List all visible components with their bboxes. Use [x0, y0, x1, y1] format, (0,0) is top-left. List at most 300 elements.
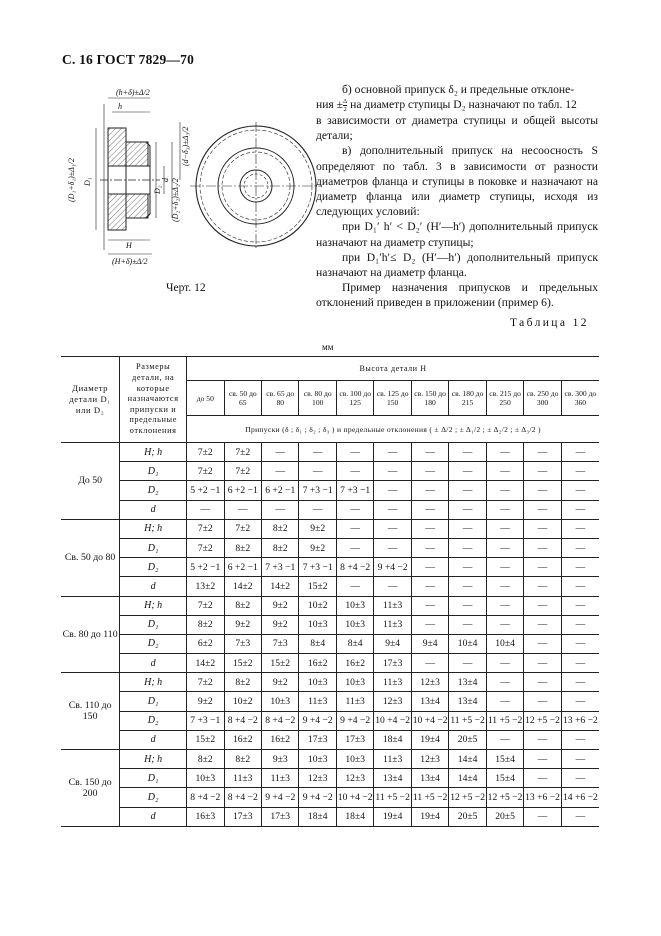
table-cell: 14±2 [187, 654, 224, 673]
table-cell: — [336, 443, 373, 462]
table-row [61, 634, 599, 653]
dimension-label: H; h [120, 443, 187, 462]
table-cell: 10±4 [449, 634, 486, 653]
table-cell: 10±3 [336, 750, 373, 769]
table-cell: — [262, 500, 299, 519]
table-cell: — [524, 692, 561, 711]
table-cell: 9±2 [262, 673, 299, 692]
table-cell: 8 +4 −2 [224, 788, 261, 807]
dimension-label: d [120, 654, 187, 673]
table-cell: 15±2 [262, 654, 299, 673]
table-cell: — [524, 750, 561, 769]
table-cell: 13±4 [449, 692, 486, 711]
table-cell: 13±4 [411, 692, 448, 711]
dimension-label: d [120, 500, 187, 519]
table-cell: — [336, 500, 373, 519]
table-cell: — [336, 462, 373, 481]
table-cell: — [411, 596, 448, 615]
table-cell: 10±3 [262, 692, 299, 711]
table-cell: 18±4 [374, 730, 411, 749]
table-cell: — [262, 443, 299, 462]
table-cell: 8 +4 −2 [187, 788, 224, 807]
table-cell: 10±2 [224, 692, 261, 711]
table-cell: 9±2 [299, 538, 336, 557]
table-row [61, 577, 599, 596]
table-cell: 10±3 [187, 769, 224, 788]
table-cell: 7±2 [187, 673, 224, 692]
table-cell: — [449, 481, 486, 500]
table-row [61, 807, 599, 826]
table-cell: 7±2 [187, 596, 224, 615]
table-cell: — [486, 654, 523, 673]
table-row [61, 596, 599, 615]
table-cell: 19±4 [411, 807, 448, 826]
technical-drawing [60, 82, 322, 304]
table-cell: — [449, 462, 486, 481]
table-cell: 7±2 [224, 462, 261, 481]
table-cell: 8±4 [336, 634, 373, 653]
table-cell: — [524, 481, 561, 500]
table-row [61, 769, 599, 788]
table-cell: 7 +3 −1 [299, 558, 336, 577]
table-cell: 11±3 [299, 692, 336, 711]
height-range-5: св. 125 до 150 [374, 381, 411, 416]
table-cell: — [524, 462, 561, 481]
diameter-range: Св. 80 до 110 [61, 596, 120, 673]
table-cell: 11 +5 −2 [486, 711, 523, 730]
table-cell: — [561, 673, 599, 692]
dimension-label: H; h [120, 750, 187, 769]
table-cell: 10±3 [299, 615, 336, 634]
table-cell: — [411, 500, 448, 519]
table-cell: 20±5 [486, 807, 523, 826]
table-cell: — [374, 538, 411, 557]
table-cell: 7 +3 −1 [262, 558, 299, 577]
table-cell: 7 +3 −1 [336, 481, 373, 500]
table-cell: — [224, 500, 261, 519]
dimension-label: D₂ [120, 634, 187, 653]
table-unit: мм [322, 342, 334, 352]
table-cell: — [486, 443, 523, 462]
table-cell: 20±5 [449, 807, 486, 826]
table-cell: 13±4 [449, 673, 486, 692]
height-range-2: св. 65 до 80 [262, 381, 299, 416]
table-cell: — [336, 577, 373, 596]
table-cell: — [561, 692, 599, 711]
table-cell: 9 +4 −2 [374, 558, 411, 577]
table-cell: 6 +2 −1 [224, 558, 261, 577]
table-cell: — [524, 577, 561, 596]
table-cell: 5 +2 −1 [187, 558, 224, 577]
table-cell: 12±3 [336, 769, 373, 788]
height-range-9: св. 250 до 300 [524, 381, 561, 416]
svg-text:(D₂+δ₂)±Δ₂/2: (D₂+δ₂)±Δ₂/2 [171, 178, 180, 222]
table-cell: — [486, 673, 523, 692]
condition-2: при D₁′h′≤ D₂ (H′—h′) дополнительный припуск назначают на диаметр фланца. [316, 250, 598, 280]
svg-text:D₁: D₁ [83, 177, 92, 186]
table-cell: 11±3 [224, 769, 261, 788]
svg-text:D₂: D₂ [153, 185, 162, 194]
svg-text:(D₁+δ₁)±Δ₁/2: (D₁+δ₁)±Δ₁/2 [67, 158, 76, 202]
table-cell: — [449, 615, 486, 634]
diameter-range: Св. 150 до 200 [61, 750, 120, 827]
table-cell: — [411, 577, 448, 596]
table-cell: 8±2 [224, 596, 261, 615]
table-cell: — [561, 615, 599, 634]
table-cell: — [524, 634, 561, 653]
dimension-label: H; h [120, 519, 187, 538]
table-cell: 7±2 [187, 443, 224, 462]
table-cell: 9±2 [262, 615, 299, 634]
table-cell: 11±3 [374, 673, 411, 692]
table-cell: — [524, 673, 561, 692]
table-cell: 14±4 [449, 750, 486, 769]
table-cell: 7 +3 −1 [187, 711, 224, 730]
height-range-0: до 50 [187, 381, 224, 416]
table-cell: 15±4 [486, 750, 523, 769]
table-cell: 15±2 [187, 730, 224, 749]
table-cell: — [561, 481, 599, 500]
table-cell: 9±4 [374, 634, 411, 653]
table-cell: — [524, 558, 561, 577]
table-cell: — [524, 654, 561, 673]
table-cell: 15±2 [299, 577, 336, 596]
table-cell: — [262, 462, 299, 481]
table-cell: 9±2 [299, 519, 336, 538]
table-row [61, 500, 599, 519]
table-cell: — [486, 481, 523, 500]
table-cell: — [561, 730, 599, 749]
table-cell: 9 +4 −2 [299, 788, 336, 807]
table-cell: 8±2 [224, 538, 261, 557]
table-cell: — [411, 481, 448, 500]
table-cell: 12±3 [299, 769, 336, 788]
table-row [61, 673, 599, 692]
table-cell: 7±2 [224, 519, 261, 538]
table-cell: — [524, 769, 561, 788]
dimension-label: D₂ [120, 481, 187, 500]
table-cell: — [449, 558, 486, 577]
example-note: Пример назначения припусков и предельных отклонений приведен в приложении (пример 6). [316, 281, 598, 310]
table-cell: 5 +2 −1 [187, 481, 224, 500]
table-cell: 8±4 [299, 634, 336, 653]
table-cell: 8±2 [224, 673, 261, 692]
table-cell: 13 +6 −2 [561, 711, 599, 730]
table-cell: 8±2 [262, 538, 299, 557]
table-cell: 7±2 [187, 519, 224, 538]
height-range-10: св. 300 до 360 [561, 381, 599, 416]
table-cell: — [561, 769, 599, 788]
table-cell: — [411, 538, 448, 557]
table-cell: 11±3 [374, 615, 411, 634]
table-cell: — [486, 577, 523, 596]
dimension-label: D₁ [120, 615, 187, 634]
table-cell: 12±3 [411, 673, 448, 692]
table-cell: — [449, 577, 486, 596]
table-cell: — [411, 462, 448, 481]
drawing-label-top: (h+δ)±Δ/2 [116, 88, 150, 97]
table-cell: 10±3 [336, 615, 373, 634]
table-cell: 15±2 [224, 654, 261, 673]
table-cell: 13±2 [187, 577, 224, 596]
table-cell: — [561, 577, 599, 596]
table-cell: 10±3 [336, 596, 373, 615]
height-range-8: св. 215 до 250 [486, 381, 523, 416]
dimension-label: D₂ [120, 711, 187, 730]
table-cell: — [486, 538, 523, 557]
table-cell: 11±3 [374, 596, 411, 615]
table-cell: 14±4 [449, 769, 486, 788]
svg-text:h: h [118, 102, 122, 111]
dimension-label: D₂ [120, 558, 187, 577]
table-cell: 12±3 [411, 750, 448, 769]
table-cell: 10±3 [336, 673, 373, 692]
table-cell: — [411, 519, 448, 538]
table-cell: 8±2 [262, 519, 299, 538]
height-range-4: св. 100 до 125 [336, 381, 373, 416]
table-cell: 16±2 [336, 654, 373, 673]
table-cell: 13 +6 −2 [524, 788, 561, 807]
table-cell: 9±3 [262, 750, 299, 769]
table-cell: — [561, 654, 599, 673]
svg-text:(d−δ₃)±Δ₃/2: (d−δ₃)±Δ₃/2 [181, 126, 190, 166]
table-cell: 8±2 [187, 750, 224, 769]
table-cell: — [374, 500, 411, 519]
table-cell: 8 +4 −2 [224, 711, 261, 730]
table-cell: 6 +2 −1 [224, 481, 261, 500]
table-cell: — [374, 462, 411, 481]
table-cell: 7±3 [262, 634, 299, 653]
table-cell: 7 +3 −1 [299, 481, 336, 500]
table-row [61, 615, 599, 634]
table-cell: — [524, 596, 561, 615]
table-cell: — [411, 443, 448, 462]
table-cell: — [561, 807, 599, 826]
table-cell: — [524, 538, 561, 557]
table-cell: 9±4 [411, 634, 448, 653]
dimension-label: d [120, 730, 187, 749]
table-cell: — [374, 577, 411, 596]
table-cell: — [411, 558, 448, 577]
table-cell: — [336, 538, 373, 557]
table-cell: — [524, 500, 561, 519]
table-row [61, 730, 599, 749]
svg-text:d: d [161, 178, 170, 182]
table-cell: 9±2 [262, 596, 299, 615]
table-cell: — [561, 519, 599, 538]
table-cell: — [524, 807, 561, 826]
table-cell: 12±3 [374, 692, 411, 711]
table-cell: 11 +5 −2 [374, 788, 411, 807]
dimension-label: H; h [120, 673, 187, 692]
table-cell: 11 +5 −2 [449, 711, 486, 730]
svg-text:H: H [126, 241, 132, 250]
table-cell: 20±5 [449, 730, 486, 749]
table-cell: 19±4 [411, 730, 448, 749]
dimension-label: H; h [120, 596, 187, 615]
table-cell: — [524, 730, 561, 749]
table-cell: 14±2 [262, 577, 299, 596]
table-cell: 10±4 [486, 634, 523, 653]
table-cell: 8±2 [187, 615, 224, 634]
table-cell: 17±3 [224, 807, 261, 826]
table-cell: — [299, 500, 336, 519]
table-cell: — [336, 519, 373, 538]
allowance-header: Припуски (δ ; δ₁ ; δ₂ ; δ₃ ) и предельные отклонения ( ± Δ/2 ; ± Δ₁/2 ; ± Δ₂/2 ; ± Δ₃/2 ) [187, 416, 599, 443]
table-cell: — [524, 443, 561, 462]
height-header: Высота детали H [187, 357, 599, 381]
table-cell: — [411, 615, 448, 634]
table-cell: 8±2 [224, 750, 261, 769]
svg-text:(H+δ)±Δ/2: (H+δ)±Δ/2 [112, 257, 148, 266]
table-cell: — [299, 443, 336, 462]
table-cell: — [561, 500, 599, 519]
table-cell: — [561, 538, 599, 557]
table-cell: 7±3 [224, 634, 261, 653]
table-cell: — [449, 654, 486, 673]
table-row [61, 519, 599, 538]
dimension-label: D₂ [120, 788, 187, 807]
table-cell: 17±3 [262, 807, 299, 826]
table-cell: — [561, 558, 599, 577]
table-cell: 16±2 [299, 654, 336, 673]
table-cell: — [374, 443, 411, 462]
table-row [61, 692, 599, 711]
dimension-label: d [120, 807, 187, 826]
table-row [61, 443, 599, 462]
table-cell: 11±3 [374, 750, 411, 769]
table-row [61, 558, 599, 577]
table-cell: 9 +4 −2 [299, 711, 336, 730]
table-cell: 17±3 [374, 654, 411, 673]
table-cell: — [486, 615, 523, 634]
table-cell: — [561, 462, 599, 481]
table-cell: 9 +4 −2 [262, 788, 299, 807]
table-cell: 17±3 [336, 730, 373, 749]
dimension-label: d [120, 577, 187, 596]
table-cell: — [449, 596, 486, 615]
table-cell: 7±2 [187, 538, 224, 557]
table-cell: — [486, 596, 523, 615]
page-header: С. 16 ГОСТ 7829—70 [62, 52, 195, 67]
table-cell: 10±2 [299, 596, 336, 615]
table-row [61, 481, 599, 500]
table-cell: 13±4 [411, 769, 448, 788]
table-cell: — [449, 500, 486, 519]
para-b: б) основной припуск δ₂ и предельные отклоне- ния ± $\frac{\Delta}{2}$ на диаметр ступицы D₂ назначают по табл. 12 в зависимости от диаметра ступицы и общей высоты детали; [316, 83, 598, 143]
table-cell: — [486, 692, 523, 711]
table-cell: — [561, 443, 599, 462]
table-cell: 10±3 [299, 750, 336, 769]
col-dimensions-header: Размеры детали, на которые назначаются припуски и предельные отклонения [120, 357, 187, 443]
table-cell: — [561, 634, 599, 653]
table-cell: 16±2 [262, 730, 299, 749]
table-cell: 10 +4 −2 [374, 711, 411, 730]
condition-1: при D₁′ h′ < D₂′ (H′—h′) дополнительный припуск назначают на диаметр ступицы; [316, 220, 598, 249]
table-cell: — [486, 730, 523, 749]
table-cell: 10 +4 −2 [336, 788, 373, 807]
table-cell: — [561, 596, 599, 615]
height-range-6: св. 150 до 180 [411, 381, 448, 416]
table-cell: 8 +4 −2 [336, 558, 373, 577]
table-caption: Таблица 12 [510, 317, 589, 329]
table-cell: — [486, 462, 523, 481]
table-cell: — [299, 462, 336, 481]
table-cell: 12 +5 −2 [486, 788, 523, 807]
table-cell: 18±4 [336, 807, 373, 826]
table-row [61, 538, 599, 557]
col-diameter-header: Диаметр детали D₁ или D₂ [61, 357, 120, 443]
height-range-7: св. 180 до 215 [449, 381, 486, 416]
table-cell: 9±2 [187, 692, 224, 711]
table-row [61, 788, 599, 807]
table-cell: 9±2 [224, 615, 261, 634]
table-cell: — [524, 519, 561, 538]
dimension-label: D₁ [120, 692, 187, 711]
table-cell: 16±2 [224, 730, 261, 749]
table-cell: — [449, 538, 486, 557]
table-cell: 19±4 [374, 807, 411, 826]
table-cell: — [561, 750, 599, 769]
table-cell: 14 +6 −2 [561, 788, 599, 807]
table-cell: 9 +4 −2 [336, 711, 373, 730]
table-cell: 18±4 [299, 807, 336, 826]
drawing-caption: Черт. 12 [166, 282, 206, 294]
table-cell: — [374, 519, 411, 538]
table-cell: — [187, 500, 224, 519]
table-cell: — [449, 443, 486, 462]
table-cell: — [486, 558, 523, 577]
table-cell: 6±2 [187, 634, 224, 653]
table-cell: — [374, 481, 411, 500]
table-cell: 12 +5 −2 [449, 788, 486, 807]
table-row [61, 711, 599, 730]
table-cell: 8 +4 −2 [262, 711, 299, 730]
table-row [61, 750, 599, 769]
allowance-table [61, 356, 599, 827]
table-cell: 12 +5 −2 [524, 711, 561, 730]
table-row [61, 654, 599, 673]
table-cell: — [449, 519, 486, 538]
table-cell: 17±3 [299, 730, 336, 749]
diameter-range: Св. 50 до 80 [61, 519, 120, 596]
dimension-label: D₁ [120, 462, 187, 481]
para-v: в) дополнительный припуск на несоосность S определяют по табл. 3 в зависимости от разности диаметров фланца и ступицы в поковке и назначают на диаметр фланца или диаметр ступицы, исходя из следующих условий: [316, 144, 598, 219]
table-cell: 7±2 [224, 443, 261, 462]
table-cell: 11±3 [262, 769, 299, 788]
table-cell: 11±3 [336, 692, 373, 711]
diameter-range: Св. 110 до 150 [61, 673, 120, 750]
table-cell: 7±2 [187, 462, 224, 481]
table-cell: 14±2 [224, 577, 261, 596]
height-range-1: св. 50 до 65 [224, 381, 261, 416]
dimension-label: D₁ [120, 769, 187, 788]
body-text [316, 82, 598, 311]
table-cell: — [411, 654, 448, 673]
table-cell: 10 +4 −2 [411, 711, 448, 730]
table-cell: — [486, 519, 523, 538]
table-cell: — [524, 615, 561, 634]
table-cell: 11 +5 −2 [411, 788, 448, 807]
table-cell: — [486, 500, 523, 519]
table-row [61, 462, 599, 481]
table-cell: 15±4 [486, 769, 523, 788]
dimension-label: D₁ [120, 538, 187, 557]
table-cell: 13±4 [374, 769, 411, 788]
table-cell: 16±3 [187, 807, 224, 826]
diameter-range: До 50 [61, 443, 120, 520]
height-range-3: св. 80 до 100 [299, 381, 336, 416]
